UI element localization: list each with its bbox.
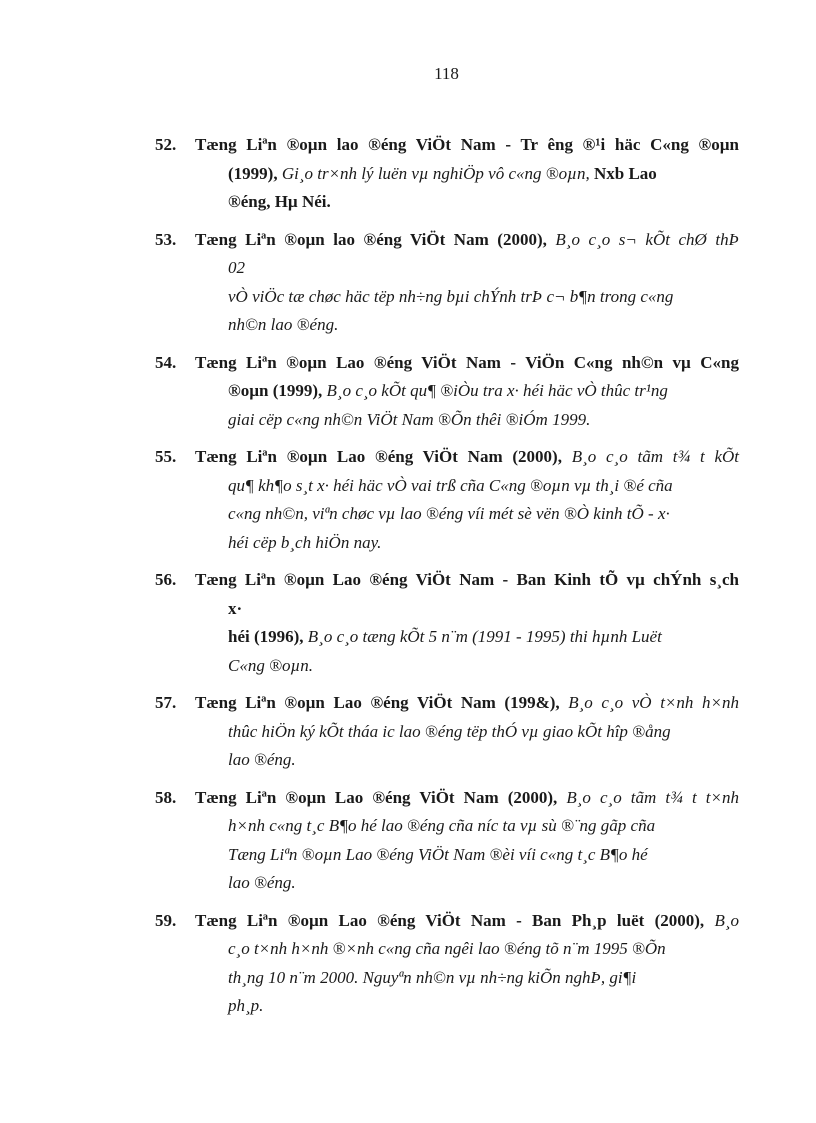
reference-text: Tæng Liªn ®oµn Lao ®éng ViÖt Nam - Ban Ph¸p luët (2000),: [195, 910, 715, 930]
reference-text: Tæng Liªn ®oµn Lao ®éng ViÖt Nam (2000),: [195, 787, 567, 807]
reference-number: 57.: [155, 693, 177, 712]
reference-text: B¸o c¸o tãm t¾ t kÕt: [571, 447, 739, 466]
reference-line: [155, 812, 739, 841]
reference-item: [155, 566, 739, 680]
reference-text: B¸o c¸o vÒ t×nh h×nh: [568, 693, 739, 712]
reference-text: héi cëp b¸ch hiÖn nay.: [228, 532, 382, 552]
reference-list: [155, 131, 739, 1030]
reference-text: x·: [228, 598, 243, 618]
reference-text: Tæng Liªn ®oµn lao ®éng ViÖt Nam - Tr êng ®¹i häc C«ng ®oµn: [195, 135, 739, 154]
reference-line: [155, 160, 739, 189]
reference-line: [155, 566, 739, 595]
reference-line: [155, 964, 739, 993]
reference-text: B¸o c¸o tæng kÕt 5 n¨m (1991 - 1995) thi hµnh Luët: [307, 627, 662, 646]
reference-line: [155, 746, 739, 775]
reference-number: 59.: [155, 910, 177, 930]
reference-line: [155, 652, 739, 681]
reference-number: 58.: [155, 787, 177, 807]
reference-line: [155, 623, 739, 652]
reference-number: 56.: [155, 570, 177, 589]
reference-number: 55.: [155, 447, 177, 466]
reference-number: 53.: [155, 229, 177, 249]
reference-line: [155, 188, 739, 217]
reference-line: [155, 283, 739, 312]
reference-line: [155, 689, 739, 718]
reference-line: [155, 349, 739, 378]
reference-line: [155, 595, 739, 624]
reference-line: [155, 907, 739, 936]
reference-item: [155, 131, 739, 217]
reference-text: Tæng Liªn ®oµn Lao ®éng ViÖt Nam - Ban Kinh tÕ vµ chÝnh s¸ch: [195, 570, 739, 589]
reference-line: [155, 254, 739, 283]
reference-number: 52.: [155, 135, 177, 154]
reference-text: vÒ viÖc tæ chøc häc tëp nh÷ng bµi chÝnh trÞ c¬ b¶n trong c«ng: [228, 286, 674, 306]
reference-line: [155, 131, 739, 160]
reference-line: [155, 841, 739, 870]
reference-text: h×nh c«ng t¸c B¶o hé lao ®éng cña níc ta vµ sù ®¨ng gãp cña: [228, 816, 656, 835]
page-number: 118: [434, 64, 459, 83]
reference-text: Tæng Liªn ®oµn lao ®éng ViÖt Nam (2000),: [195, 229, 556, 249]
reference-line: [155, 443, 739, 472]
reference-text: C«ng ®oµn.: [228, 655, 314, 675]
reference-text: héi (1996),: [228, 627, 308, 646]
reference-text: 02: [228, 258, 245, 277]
reference-line: [155, 529, 739, 558]
reference-number: 54.: [155, 352, 177, 372]
reference-text: giai cëp c«ng nh©n ViÖt Nam ®Õn thêi ®iÓm 1999.: [228, 409, 591, 429]
reference-item: [155, 443, 739, 557]
reference-line: [155, 992, 739, 1021]
reference-line: [155, 377, 739, 406]
reference-item: [155, 784, 739, 898]
reference-text: Tæng Liªn ®oµn Lao ®éng ViÖt Nam - ViÖn C«ng nh©n vµ C«ng: [195, 352, 739, 372]
reference-text: B¸o c¸o tãm t¾ t t×nh: [566, 787, 739, 807]
reference-text: nh©n lao ®éng.: [228, 315, 339, 334]
reference-text: th¸ng 10 n¨m 2000. Nguyªn nh©n vµ nh÷ng kiÕn nghÞ, gi¶i: [228, 967, 637, 987]
reference-text: (1999),: [228, 163, 282, 183]
reference-line: [155, 935, 739, 964]
reference-text: c«ng nh©n, viªn chøc vµ lao ®éng víi mét sè vën ®Ò kinh tÕ - x·: [228, 504, 670, 523]
reference-text: Tæng Liªn ®oµn Lao ®éng ViÖt Nam (199&),: [195, 693, 569, 712]
reference-line: [155, 406, 739, 435]
reference-text: B¸o c¸o kÕt qu¶ ®iÒu tra x· héi häc vÒ thûc tr¹ng: [326, 381, 668, 400]
reference-text: Tæng Liªn ®oµn Lao ®éng ViÖt Nam ®èi víi c«ng t¸c B¶o hé: [228, 844, 648, 864]
reference-item: [155, 226, 739, 340]
reference-text: ®oµn (1999),: [228, 381, 327, 400]
reference-line: [155, 500, 739, 529]
reference-item: [155, 689, 739, 775]
reference-line: [155, 472, 739, 501]
reference-item: [155, 907, 739, 1021]
reference-text: lao ®éng.: [228, 750, 296, 769]
reference-item: [155, 349, 739, 435]
reference-text: Gi¸o tr×nh lý luën vµ nghiÖp vô c«ng ®oµn,: [281, 163, 590, 183]
reference-text: Tæng Liªn ®oµn Lao ®éng ViÖt Nam (2000),: [195, 447, 572, 466]
reference-line: [155, 784, 739, 813]
reference-text: B¸o c¸o s¬ kÕt chØ thÞ: [555, 229, 739, 249]
reference-text: c¸o t×nh h×nh ®×nh c«ng cña ngêi lao ®éng tõ n¨m 1995 ®Õn: [228, 939, 666, 958]
reference-text: B¸o: [714, 910, 739, 930]
reference-line: [155, 226, 739, 255]
reference-line: [155, 869, 739, 898]
reference-text: lao ®éng.: [228, 873, 296, 892]
reference-text: ph¸p.: [228, 996, 264, 1015]
reference-text: Nxb Lao: [589, 163, 657, 183]
reference-line: [155, 718, 739, 747]
reference-text: ®éng, Hµ Néi.: [228, 192, 331, 211]
reference-line: [155, 311, 739, 340]
reference-text: qu¶ kh¶o s¸t x· héi häc vÒ vai trß cña C«ng ®oµn vµ th¸i ®é cña: [228, 475, 673, 495]
reference-text: thûc hiÖn ký kÕt tháa ic lao ®éng tëp thÓ vµ giao kÕt hîp ®ång: [228, 721, 671, 741]
